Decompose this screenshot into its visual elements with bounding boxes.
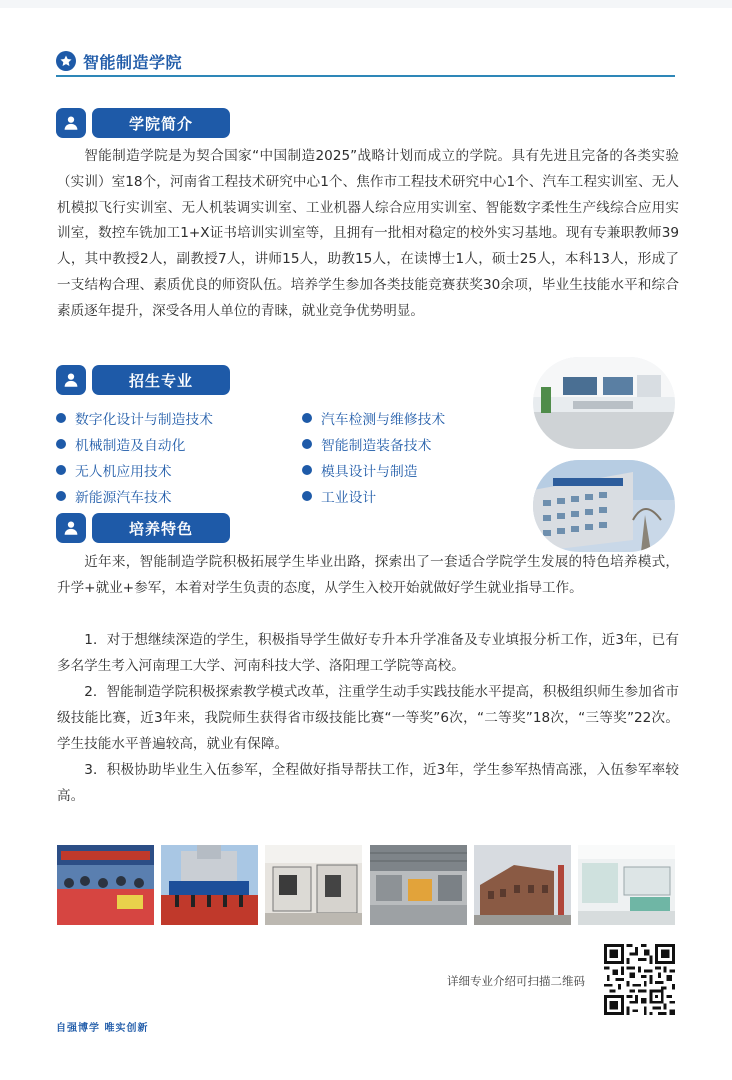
features-paragraph: 1．对于想继续深造的学生，积极指导学生做好专升本升学准备及专业填报分析工作，近3年，已有多名学生考入河南理工大学、河南科技大学、洛阳理工学院等高校。 — [57, 632, 679, 674]
major-label: 无人机应用技术 — [75, 464, 172, 480]
campus-building-photo — [533, 460, 675, 552]
major-label: 新能源汽车技术 — [75, 490, 172, 506]
bullet-dot — [302, 413, 312, 423]
major-label: 工业设计 — [321, 490, 377, 506]
person-icon — [56, 513, 86, 543]
major-item — [56, 460, 172, 480]
bullet-dot — [56, 465, 66, 475]
lab-interior-photo — [533, 357, 675, 449]
bullet-dot — [302, 439, 312, 449]
bullet-dot — [302, 491, 312, 501]
features-paragraph: 3．积极协助毕业生入伍参军，全程做好指导帮扶工作，近3年，学生参军热情高涨，入伍参军率较高。 — [57, 762, 679, 804]
section-header-majors — [56, 365, 230, 395]
major-item — [302, 460, 418, 480]
section-label-features: 培养特色 — [92, 513, 230, 543]
footer-motto: 自强博学 唯实创新 — [56, 1023, 149, 1034]
section-header-intro — [56, 108, 230, 138]
star-icon — [56, 51, 76, 71]
bullet-dot — [302, 465, 312, 475]
major-item — [302, 486, 376, 506]
major-label: 汽车检测与维修技术 — [321, 412, 446, 428]
bullet-dot — [56, 413, 66, 423]
qr-caption: 详细专业介绍可扫描二维码 — [447, 974, 585, 988]
qr-code[interactable] — [604, 944, 675, 1015]
major-item — [302, 434, 431, 454]
bullet-dot — [56, 491, 66, 501]
intro-paragraph: 智能制造学院是为契合国家“中国制造2025”战略计划而成立的学院。具有先进且完备的各类实验（实训）室18个，河南省工程技术研究中心1个、焦作市工程技术研究中心1个、汽车工程实训室、无人机模拟飞行实训室、无人机装调实训室、工业机器人综合应用实训室、智能数字柔性生产线综合应用实训室，数控车铣加工1+X证书培训实训室等，且拥有一批相对稳定的校外实习基地。现有专兼职教师39人，其中教授2人，副教授7人，讲师15人，助教15人，在读博士1人，硕士25人，本科13人，形成了一支结构合理、素质优良的师资队伍。培养学生参加各类技能竞赛获奖30余项，毕业生技能水平和综合素质逐年提升，深受各用人单位的青睐，就业竞争优势明显。 — [57, 148, 679, 319]
strip-photo-lab-room — [578, 845, 675, 925]
title-divider — [56, 75, 675, 77]
major-item — [56, 434, 185, 454]
major-label: 智能制造装备技术 — [321, 438, 432, 454]
features-paragraph: 2．智能制造学院积极探索教学模式改革，注重学生动手实践技能水平提高，积极组织师生参加省市级技能比赛，近3年来，我院师生获得省市级技能比赛“一等奖”6次，“二等奖”18次，“三等奖”22次。学生技能水平普遍较高，就业有保障。 — [57, 684, 679, 752]
page-title: 智能制造学院 — [83, 52, 183, 72]
strip-photo-brick-building — [474, 845, 571, 925]
section-label-majors: 招生专业 — [92, 365, 230, 395]
page-header — [56, 48, 182, 74]
strip-photo-machine-workshop — [265, 845, 362, 925]
strip-photo-production-line — [370, 845, 467, 925]
person-icon — [56, 365, 86, 395]
top-edge — [0, 0, 732, 8]
section-label-intro: 学院简介 — [92, 108, 230, 138]
features-paragraph: 近年来，智能制造学院积极拓展学生毕业出路，探索出了一套适合学院学生发展的特色培养模式，升学+就业+参军，本着对学生负责的态度，从学生入校开始就做好学生就业指导工作。 — [57, 554, 679, 596]
major-label: 机械制造及自动化 — [75, 438, 186, 454]
person-icon — [56, 108, 86, 138]
major-item — [302, 408, 445, 428]
bullet-dot — [56, 439, 66, 449]
major-label: 模具设计与制造 — [321, 464, 418, 480]
strip-photo-ceremony — [161, 845, 258, 925]
strip-photo-team — [57, 845, 154, 925]
section-header-features — [56, 513, 230, 543]
major-item — [56, 408, 213, 428]
major-item — [56, 486, 172, 506]
major-label: 数字化设计与制造技术 — [75, 412, 213, 428]
